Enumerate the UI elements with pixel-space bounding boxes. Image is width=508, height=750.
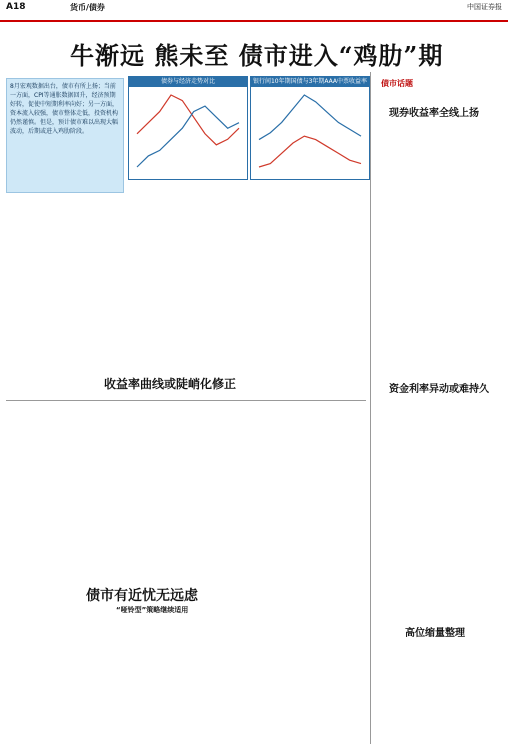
chart-1-title: 债券与经济走势对比 — [129, 77, 247, 87]
right-column — [370, 72, 503, 744]
section-label: 货币/债券 — [70, 3, 105, 12]
chart-2-title: 银行间10年期国债与3年期AAA中票收益率走势 — [252, 78, 368, 95]
right-headline-1: 现券收益率全线上扬 — [389, 108, 479, 119]
lower-left — [6, 505, 366, 745]
brand: 中国证券报 — [467, 3, 502, 11]
section-subtitle-2: “哑铃型”策略继续适用 — [116, 606, 189, 614]
intro-box — [6, 78, 124, 193]
header-bar — [0, 0, 508, 22]
series-0-line — [259, 136, 361, 167]
chart-1 — [128, 76, 248, 180]
section-title-2: 债市有近忧无远虑 — [86, 588, 198, 604]
right-headline-2: 资金利率异动或难持久 — [389, 384, 489, 395]
chart-1-svg — [129, 87, 247, 175]
chart-2-svg — [251, 87, 369, 175]
chart-2 — [250, 76, 370, 180]
right-headline-3: 高位缩量整理 — [405, 628, 465, 639]
intro-text: 8月宏观数据出台，债市有所上扬；当前一方面，CPI等通胀数据回升，经济预期好转，促使中短期利率向好；另一方面，资本流入较强，债市整体走低，投资机构仍然谨慎。但是，预计债市难以出现大幅波动，后期或进入鸡肋阶段。 — [10, 83, 119, 135]
series-1-line — [259, 95, 361, 140]
section-title: 收益率曲线或陡峭化修正 — [104, 377, 237, 391]
page-number: A18 — [6, 2, 26, 12]
series-1-line — [137, 106, 239, 167]
right-section: 债市话题 — [381, 78, 413, 88]
left-body — [6, 195, 366, 495]
page-title: 牛渐远 熊未至 债市进入“鸡肋”期 — [70, 41, 444, 70]
